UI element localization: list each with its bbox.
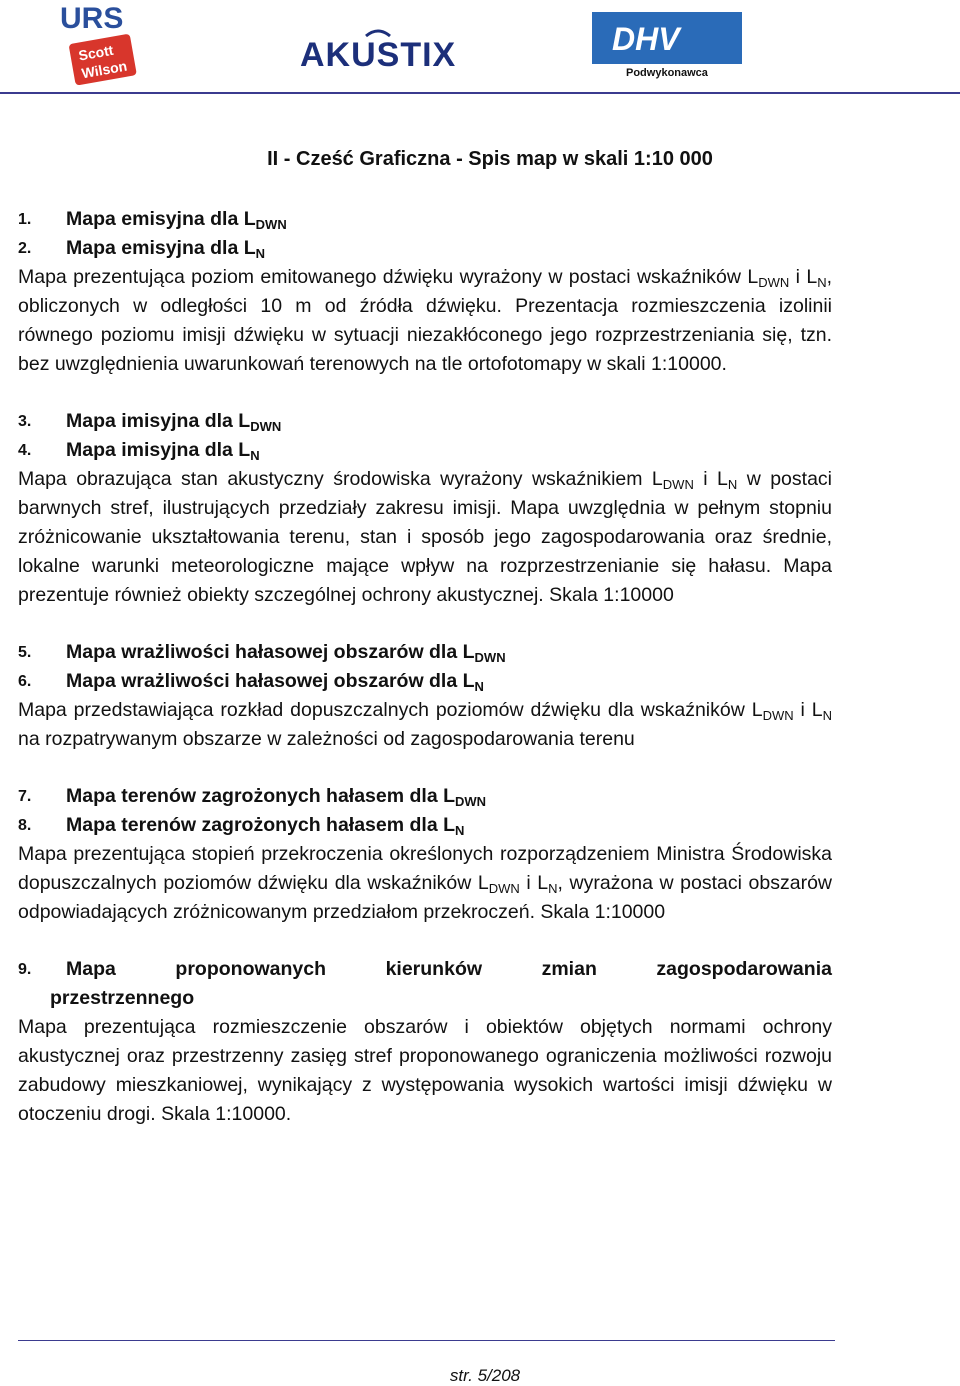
list-item [18, 234, 832, 263]
section-description [18, 263, 832, 379]
list-item [18, 811, 832, 840]
item-title-text: Mapa imisyjna dla L [66, 439, 251, 461]
desc-subscript: N [822, 708, 832, 723]
urs-logo [60, 2, 137, 86]
item-subscript: N [255, 246, 266, 261]
item-subscript: N [250, 448, 260, 463]
desc-subscript: DWN [758, 275, 790, 290]
item-title-text: Mapa wrażliwości hałasowej obszarów dla L [66, 641, 475, 663]
desc-subscript: DWN [488, 881, 520, 896]
item-title-word: zmian [541, 958, 597, 980]
desc-text: i L [789, 266, 818, 288]
item-number: 8. [18, 817, 32, 834]
list-item [18, 638, 832, 667]
item-title [66, 407, 281, 436]
item-number: 2. [18, 240, 32, 257]
header-rule [0, 92, 960, 94]
section-description: Mapa prezentująca rozmieszczenie obszarów i obiektów objętych normami ochrony akustycznej oraz przestrzenny zasięg stref proponowanego ograniczenia możliwości rozwoju zabudowy mieszkaniowej, wynikający z występowania wysokich wartości imisji dźwięku w otoczeniu drogi. Skala 1:10000. [18, 1016, 832, 1125]
desc-subscript: DWN [762, 708, 794, 723]
item-subscript: N [455, 823, 465, 838]
item-number: 1. [18, 211, 32, 228]
desc-subscript: N [548, 881, 558, 896]
item-title-text: Mapa terenów zagrożonych hałasem dla L [66, 814, 456, 836]
logos-svg [0, 0, 960, 92]
item-title-text: Mapa emisyjna dla L [66, 237, 256, 259]
desc-text: Mapa prezentująca stopień przekroczenia określonych rozporządzeniem Ministra Środowiska dopuszczalnych poziomów dźwięku dla wskaźników L [18, 843, 832, 894]
desc-text: , obliczonych w odległości 10 m od źródła dźwięku. Prezentacja rozmieszczenia izolinii równego poziomu imisji dźwięku w sytuacji niezakłóconego jego rozprzestrzeniania się, tzn. bez uwzględnienia uwarunkowań terenowych na tle ortofotomapy w skali 1:10000. [18, 266, 833, 375]
item-subscript: N [474, 679, 484, 694]
item-number: 5. [18, 644, 32, 661]
item-title-text: Mapa wrażliwości hałasowej obszarów dla L [66, 670, 475, 692]
item-title-text: Mapa terenów zagrożonych hałasem dla L [66, 785, 456, 807]
list-item [18, 407, 832, 436]
dhv-logo [592, 12, 742, 79]
item-title-word: kierunków [385, 958, 483, 980]
item-title-first [18, 955, 116, 984]
desc-subscript: N [817, 275, 827, 290]
desc-text: i L [519, 872, 549, 894]
item-subscript: DWN [455, 794, 487, 809]
footer-rule [18, 1340, 835, 1341]
desc-text: i L [693, 468, 728, 490]
list-item [18, 955, 832, 1013]
logo-bar [0, 0, 960, 100]
akustix-logo [300, 31, 456, 74]
item-title [66, 205, 287, 234]
item-number: 9. [18, 961, 32, 978]
dhv-logo-text: DHV [612, 21, 680, 57]
page-title: II - Cześć Graficzna - Spis map w skali 1:10 000 [267, 148, 713, 170]
dhv-caption: Podwykonawca [626, 67, 708, 79]
item-title [66, 782, 486, 811]
desc-subscript: DWN [662, 477, 694, 492]
section-description [18, 840, 832, 927]
item-title [66, 234, 265, 263]
item-number: 4. [18, 442, 32, 459]
desc-subscript: N [727, 477, 738, 492]
section-description [18, 465, 832, 610]
item-title-row [18, 955, 832, 984]
item-title-text: Mapa imisyjna dla L [66, 410, 251, 432]
wilson-text: Wilson [80, 57, 129, 82]
page-number: str. 5/208 [449, 1366, 521, 1385]
akustix-logo-text: AKUSTIX [300, 36, 457, 74]
item-number: 3. [18, 413, 32, 430]
scott-text: Scott [77, 41, 115, 64]
item-subscript: DWN [255, 217, 287, 232]
desc-text: Mapa przedstawiająca rozkład dopuszczalnych poziomów dźwięku dla wskaźników L [18, 699, 763, 721]
desc-text: na rozpatrywanym obszarze w zależności od zagospodarowania terenu [18, 728, 635, 750]
desc-text: i L [793, 699, 823, 721]
desc-text: Mapa prezentująca poziom emitowanego dźwięku wyrażony w postaci wskaźników L [18, 266, 759, 288]
item-title-continuation: przestrzennego [50, 987, 195, 1009]
desc-text: Mapa obrazująca stan akustyczny środowiska wyrażony wskaźnikiem L [18, 468, 663, 490]
item-subscript: DWN [474, 650, 506, 665]
item-title-word: zagospodarowania [656, 958, 832, 980]
list-item [18, 205, 832, 234]
desc-text: , wyrażona w postaci obszarów odpowiadających zróżnicowanym przedziałom przekroczeń. Skala 1:10000 [18, 872, 832, 923]
item-number: 7. [18, 788, 32, 805]
desc-text: w postaci barwnych stref, ilustrujących przedziały zakresu imisji. Mapa uwzględnia w pełnym stopniu zróżnicowanie ukształtowania terenu, stan i sposób jego zagospodarowania oraz średnie, lokalne warunki meteorologiczne mające wpływ na rozprzestrzenianie się hałasu. Mapa prezentuje również obiekty szczególnej ochrony akustycznej. Skala 1:10000 [18, 468, 832, 606]
item-title-word: Mapa [66, 958, 116, 980]
item-title-text: Mapa emisyjna dla L [66, 208, 256, 230]
item-subscript: DWN [250, 419, 282, 434]
list-item [18, 782, 832, 811]
list-item [18, 436, 832, 465]
map-list [18, 205, 832, 1129]
urs-logo-text: URS [60, 2, 124, 35]
item-title-word: proponowanych [175, 958, 327, 980]
item-title [66, 638, 506, 667]
item-title [66, 436, 260, 465]
item-title [66, 667, 484, 696]
item-title [66, 811, 464, 840]
list-item [18, 667, 832, 696]
item-number: 6. [18, 673, 32, 690]
section-description [18, 696, 832, 754]
